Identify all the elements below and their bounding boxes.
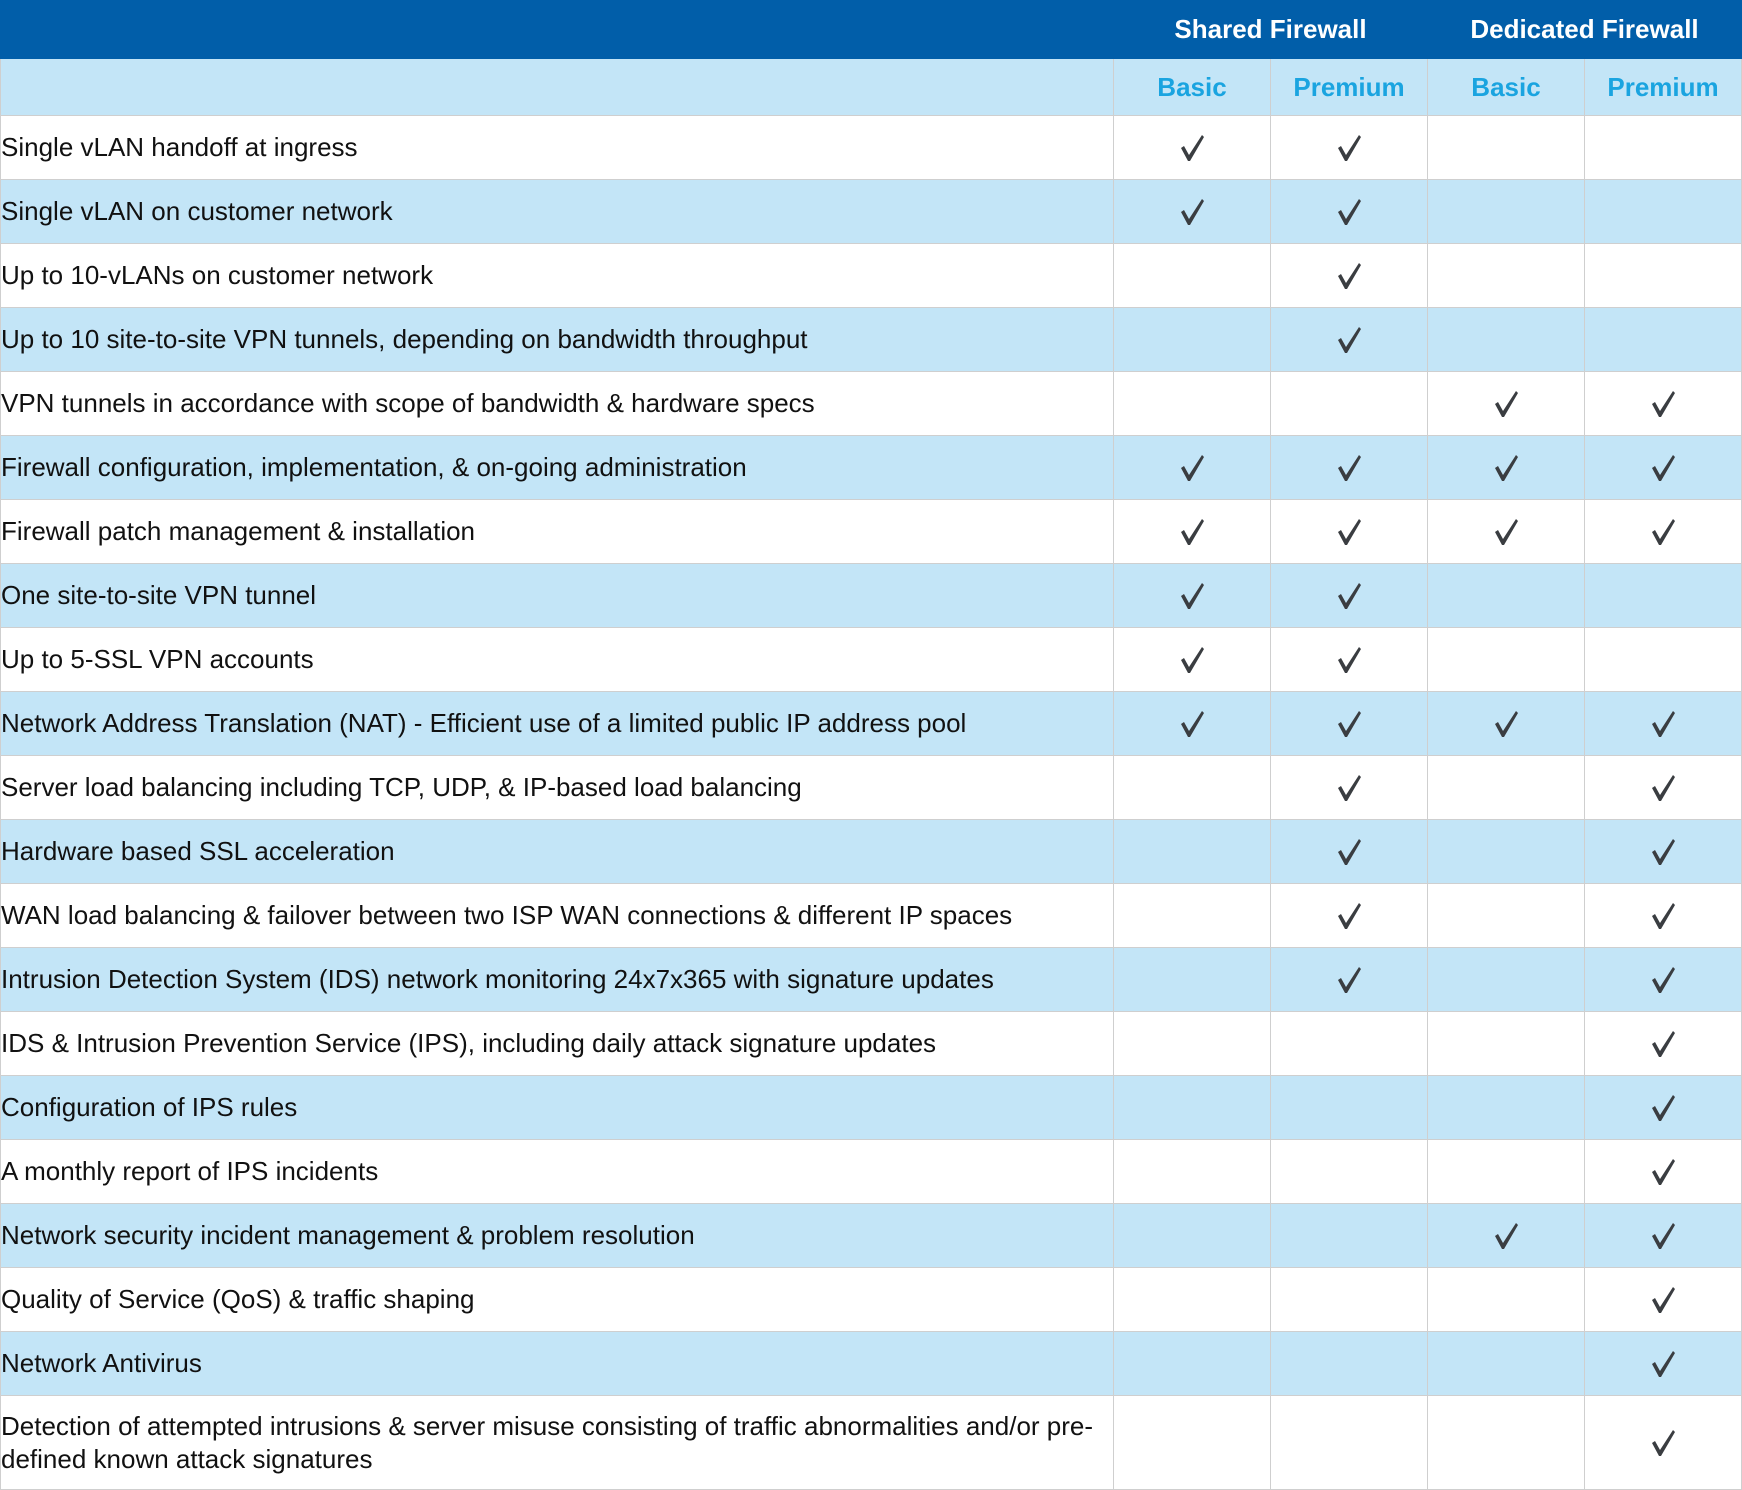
group-header-dedicated-firewall: Dedicated Firewall <box>1428 1 1742 59</box>
availability-cell <box>1114 1140 1271 1204</box>
availability-cell <box>1585 436 1742 500</box>
check-icon <box>1650 1030 1676 1058</box>
table-row <box>1 884 1742 948</box>
availability-cell <box>1428 308 1585 372</box>
feature-label: VPN tunnels in accordance with scope of bandwidth & hardware specs <box>1 372 1114 436</box>
availability-cell <box>1271 116 1428 180</box>
feature-label: Quality of Service (QoS) & traffic shaping <box>1 1268 1114 1332</box>
availability-cell <box>1271 884 1428 948</box>
availability-cell <box>1271 756 1428 820</box>
table-row <box>1 1332 1742 1396</box>
availability-cell <box>1585 1204 1742 1268</box>
availability-cell <box>1428 500 1585 564</box>
check-icon <box>1650 774 1676 802</box>
availability-cell <box>1585 244 1742 308</box>
check-icon <box>1336 454 1362 482</box>
availability-cell <box>1428 1332 1585 1396</box>
availability-cell <box>1585 1332 1742 1396</box>
header-blank-cell <box>1 1 1114 59</box>
availability-cell <box>1428 1012 1585 1076</box>
availability-cell <box>1114 1332 1271 1396</box>
table-row <box>1 1012 1742 1076</box>
availability-cell <box>1585 948 1742 1012</box>
availability-cell <box>1428 1140 1585 1204</box>
check-icon <box>1650 1222 1676 1250</box>
availability-cell <box>1428 1204 1585 1268</box>
check-icon <box>1179 134 1205 162</box>
availability-cell <box>1271 1268 1428 1332</box>
check-icon <box>1336 966 1362 994</box>
availability-cell <box>1114 692 1271 756</box>
availability-cell <box>1585 500 1742 564</box>
feature-label: Single vLAN on customer network <box>1 180 1114 244</box>
availability-cell <box>1271 692 1428 756</box>
table-row <box>1 1140 1742 1204</box>
availability-cell <box>1114 884 1271 948</box>
table-row <box>1 564 1742 628</box>
check-icon <box>1179 518 1205 546</box>
availability-cell <box>1271 372 1428 436</box>
availability-cell <box>1428 948 1585 1012</box>
availability-cell <box>1428 372 1585 436</box>
check-icon <box>1179 454 1205 482</box>
check-icon <box>1650 838 1676 866</box>
availability-cell <box>1585 116 1742 180</box>
check-icon <box>1336 134 1362 162</box>
feature-label: Firewall patch management & installation <box>1 500 1114 564</box>
availability-cell <box>1428 564 1585 628</box>
availability-cell <box>1271 436 1428 500</box>
tier-header-dedicated-basic: Basic <box>1428 59 1585 116</box>
table-row <box>1 692 1742 756</box>
availability-cell <box>1271 180 1428 244</box>
table-row <box>1 1268 1742 1332</box>
check-icon <box>1650 1286 1676 1314</box>
availability-cell <box>1114 244 1271 308</box>
availability-cell <box>1585 756 1742 820</box>
feature-label: Server load balancing including TCP, UDP, & IP-based load balancing <box>1 756 1114 820</box>
availability-cell <box>1114 756 1271 820</box>
availability-cell <box>1271 1140 1428 1204</box>
check-icon <box>1650 710 1676 738</box>
availability-cell <box>1114 500 1271 564</box>
check-icon <box>1650 518 1676 546</box>
availability-cell <box>1428 692 1585 756</box>
availability-cell <box>1585 628 1742 692</box>
table-row <box>1 628 1742 692</box>
feature-label: Up to 10 site-to-site VPN tunnels, depending on bandwidth throughput <box>1 308 1114 372</box>
availability-cell <box>1271 820 1428 884</box>
feature-label: Single vLAN handoff at ingress <box>1 116 1114 180</box>
check-icon <box>1650 966 1676 994</box>
check-icon <box>1493 390 1519 418</box>
check-icon <box>1493 710 1519 738</box>
availability-cell <box>1114 948 1271 1012</box>
availability-cell <box>1114 436 1271 500</box>
availability-cell <box>1271 1204 1428 1268</box>
tier-header-shared-basic: Basic <box>1114 59 1271 116</box>
table-row <box>1 308 1742 372</box>
check-icon <box>1493 454 1519 482</box>
availability-cell <box>1271 1396 1428 1490</box>
availability-cell <box>1271 1012 1428 1076</box>
feature-label: WAN load balancing & failover between two ISP WAN connections & different IP spaces <box>1 884 1114 948</box>
feature-label: Network Address Translation (NAT) - Efficient use of a limited public IP address pool <box>1 692 1114 756</box>
check-icon <box>1179 198 1205 226</box>
group-header-row <box>1 1 1742 59</box>
availability-cell <box>1271 564 1428 628</box>
availability-cell <box>1585 1012 1742 1076</box>
check-icon <box>1179 646 1205 674</box>
feature-label: Network security incident management & problem resolution <box>1 1204 1114 1268</box>
check-icon <box>1650 1094 1676 1122</box>
availability-cell <box>1114 372 1271 436</box>
check-icon <box>1336 710 1362 738</box>
availability-cell <box>1114 308 1271 372</box>
check-icon <box>1650 454 1676 482</box>
feature-label: A monthly report of IPS incidents <box>1 1140 1114 1204</box>
availability-cell <box>1271 948 1428 1012</box>
feature-label: One site-to-site VPN tunnel <box>1 564 1114 628</box>
feature-label: Firewall configuration, implementation, & on-going administration <box>1 436 1114 500</box>
check-icon <box>1179 710 1205 738</box>
feature-label: Up to 10-vLANs on customer network <box>1 244 1114 308</box>
availability-cell <box>1114 1076 1271 1140</box>
availability-cell <box>1271 1332 1428 1396</box>
check-icon <box>1493 518 1519 546</box>
availability-cell <box>1585 1140 1742 1204</box>
feature-label: Up to 5-SSL VPN accounts <box>1 628 1114 692</box>
table-row <box>1 948 1742 1012</box>
table-row <box>1 180 1742 244</box>
feature-label: IDS & Intrusion Prevention Service (IPS), including daily attack signature updates <box>1 1012 1114 1076</box>
availability-cell <box>1585 692 1742 756</box>
feature-rows <box>1 116 1742 1490</box>
availability-cell <box>1114 564 1271 628</box>
availability-cell <box>1428 884 1585 948</box>
availability-cell <box>1271 628 1428 692</box>
check-icon <box>1336 646 1362 674</box>
availability-cell <box>1428 436 1585 500</box>
availability-cell <box>1585 1396 1742 1490</box>
table-row <box>1 1204 1742 1268</box>
table-row <box>1 436 1742 500</box>
availability-cell <box>1428 244 1585 308</box>
availability-cell <box>1428 820 1585 884</box>
check-icon <box>1650 1350 1676 1378</box>
feature-label: Intrusion Detection System (IDS) network monitoring 24x7x365 with signature updates <box>1 948 1114 1012</box>
table-row <box>1 500 1742 564</box>
check-icon <box>1650 1158 1676 1186</box>
availability-cell <box>1114 628 1271 692</box>
availability-cell <box>1271 500 1428 564</box>
table-row <box>1 116 1742 180</box>
availability-cell <box>1585 180 1742 244</box>
table-row <box>1 372 1742 436</box>
availability-cell <box>1271 1076 1428 1140</box>
availability-cell <box>1428 180 1585 244</box>
check-icon <box>1336 582 1362 610</box>
availability-cell <box>1428 756 1585 820</box>
availability-cell <box>1428 628 1585 692</box>
feature-label: Hardware based SSL acceleration <box>1 820 1114 884</box>
check-icon <box>1336 518 1362 546</box>
availability-cell <box>1585 372 1742 436</box>
availability-cell <box>1585 564 1742 628</box>
tier-header-shared-premium: Premium <box>1271 59 1428 116</box>
availability-cell <box>1271 308 1428 372</box>
availability-cell <box>1114 1396 1271 1490</box>
check-icon <box>1336 902 1362 930</box>
check-icon <box>1336 262 1362 290</box>
availability-cell <box>1114 1204 1271 1268</box>
feature-label: Network Antivirus <box>1 1332 1114 1396</box>
tier-header-dedicated-premium: Premium <box>1585 59 1742 116</box>
check-icon <box>1336 198 1362 226</box>
tier-header-row <box>1 59 1742 116</box>
tier-header-blank-cell <box>1 59 1114 116</box>
table-row <box>1 1076 1742 1140</box>
check-icon <box>1650 1429 1676 1457</box>
availability-cell <box>1428 1396 1585 1490</box>
availability-cell <box>1428 1268 1585 1332</box>
availability-cell <box>1585 884 1742 948</box>
group-header-shared-firewall: Shared Firewall <box>1114 1 1428 59</box>
check-icon <box>1650 902 1676 930</box>
feature-label: Detection of attempted intrusions & server misuse consisting of traffic abnormalities and/or pre-defined known attack signatures <box>1 1396 1114 1490</box>
availability-cell <box>1114 116 1271 180</box>
check-icon <box>1336 774 1362 802</box>
availability-cell <box>1585 308 1742 372</box>
table-row <box>1 820 1742 884</box>
check-icon <box>1179 582 1205 610</box>
availability-cell <box>1428 116 1585 180</box>
feature-label: Configuration of IPS rules <box>1 1076 1114 1140</box>
availability-cell <box>1585 820 1742 884</box>
table-row <box>1 1396 1742 1490</box>
availability-cell <box>1114 1268 1271 1332</box>
availability-cell <box>1114 820 1271 884</box>
check-icon <box>1336 838 1362 866</box>
table-row <box>1 244 1742 308</box>
availability-cell <box>1271 244 1428 308</box>
availability-cell <box>1585 1268 1742 1332</box>
check-icon <box>1336 326 1362 354</box>
availability-cell <box>1428 1076 1585 1140</box>
availability-cell <box>1585 1076 1742 1140</box>
check-icon <box>1493 1222 1519 1250</box>
table-row <box>1 756 1742 820</box>
availability-cell <box>1114 1012 1271 1076</box>
check-icon <box>1650 390 1676 418</box>
availability-cell <box>1114 180 1271 244</box>
